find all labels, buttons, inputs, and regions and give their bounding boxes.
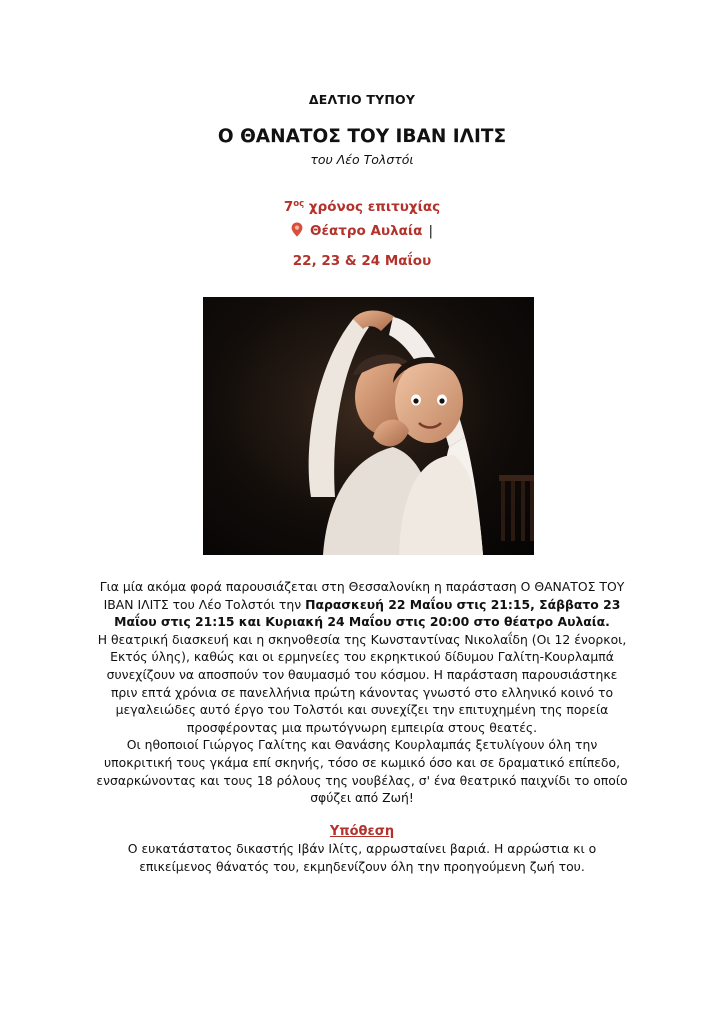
intro-paragraph	[96, 578, 628, 631]
intro-text: Για μία ακόμα φορά παρουσιάζεται στη Θεσσαλονίκη η παράσταση Ο ΘΑΝΑΤΟΣ ΤΟΥ ΙΒΑΝ ΙΛΙΤΣ του Λέο Τολστόι την	[99, 579, 625, 612]
success-text: χρόνος επιτυχίας	[304, 199, 441, 215]
press-release-label: ΔΕΛΤΙΟ ΤΥΠΟΥ	[308, 92, 416, 107]
direction-paragraph: Η θεατρική διασκευή και η σκηνοθεσία της Κωνσταντίνας Νικολαΐδη (Οι 12 ένορκοι, Εκτός ύλης), καθώς και οι ερμηνείες του εκρηκτικού δίδυμου Γαλίτη-Κουρλαμπά συνεχίζουν να αποσπούν τον θαυμασμό του κόσμου. Η παράσταση παρουσιάστηκε πριν επτά χρόνια σε πανελλήνια πρώτη κάνοντας γνωστό στο ελληνικό κοινό το μεγαλειώδες αυτό έργο του Τολστόι και συνεχίζει την επιτυχημένη της πορεία προσφέροντας μια πρωτόγνωρη εμπειρία στους θεατές.	[97, 631, 627, 735]
plot-heading: Υπόθεση	[329, 823, 395, 839]
actors-paragraph: Οι ηθοποιοί Γιώργος Γαλίτης και Θανάσης Κουρλαμπάς ξετυλίγουν όλη την υποκριτική τους γκάμα επί σκηνής, τόσο σε κωμικό όσο και σε δραματικό επίπεδο, ενσαρκώνοντας και τους 18 ρόλους της νουβέλας, σ' ένα θεατρικό παιχνίδι το οποίο σφύζει από Ζωή!	[96, 737, 628, 806]
venue-line	[0, 222, 724, 239]
performance-dates: 22, 23 & 24 Μαΐου	[292, 253, 432, 269]
venue-name: Θέατρο Αυλαία	[310, 223, 423, 239]
plot-paragraph: Ο ευκατάστατος δικαστής Ιβάν Ιλίτς, αρρωσταίνει βαριά. Η αρρώστια κι ο επικείμενος θάνατός του, εκμηδενίζουν όλη την προηγούμενη ζωή του.	[127, 841, 597, 874]
success-number: 7	[283, 199, 294, 215]
performance-schedule: Παρασκευή 22 Μαΐου στις 21:15, Σάββατο 23 Μαΐου στις 21:15 και Κυριακή 24 Μαΐου στις 20:00 στο θέατρο Αυλαία.	[114, 596, 621, 630]
venue-separator: |	[428, 223, 433, 239]
success-year-line	[0, 199, 724, 215]
author-subtitle: του Λέο Τολστόι	[310, 152, 414, 167]
location-pin-icon	[291, 222, 303, 237]
press-release-body	[96, 578, 628, 876]
stage-photo	[203, 297, 534, 555]
success-suffix: ος	[293, 199, 305, 209]
play-title: Ο ΘΑΝΑΤΟΣ ΤΟΥ ΙΒΑΝ ΙΛΙΤΣ	[217, 126, 507, 147]
